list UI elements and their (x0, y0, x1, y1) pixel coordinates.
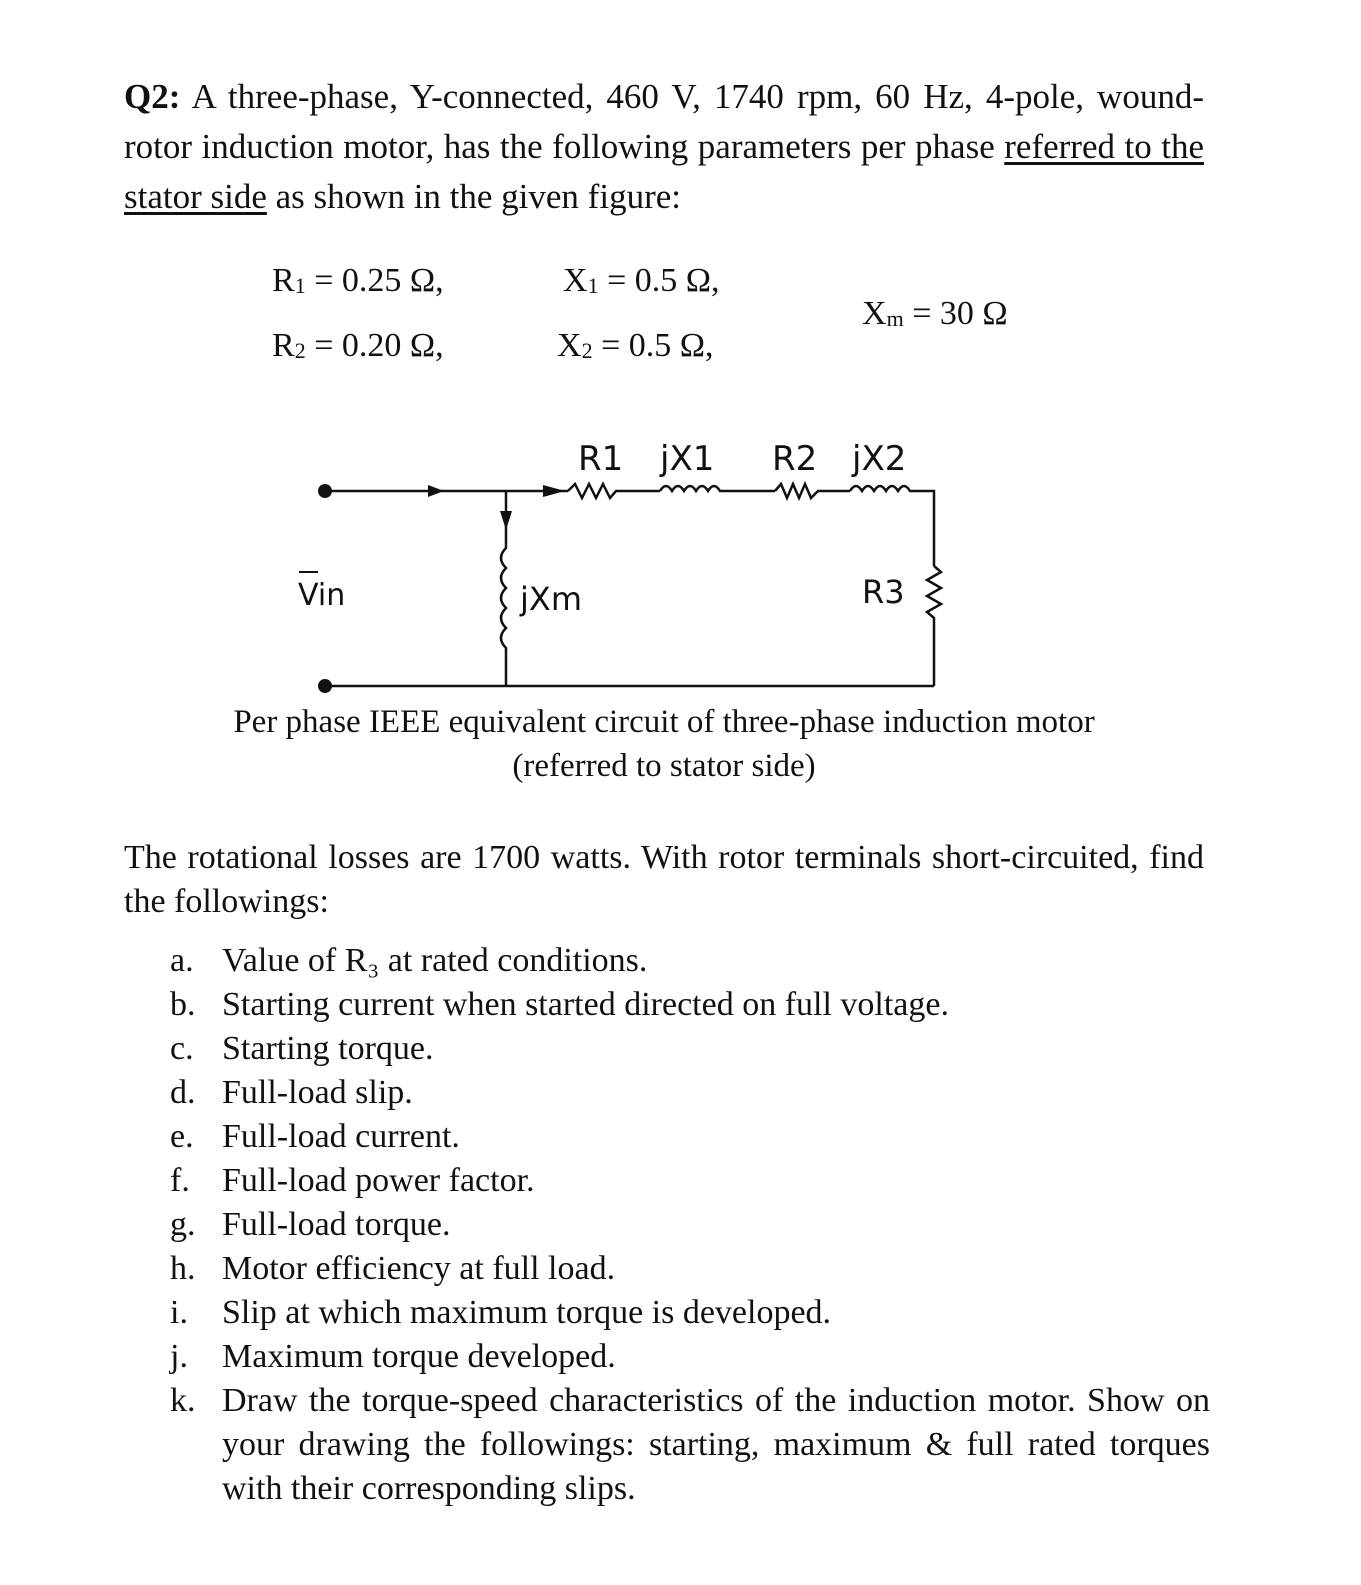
item-text: Slip at which maximum torque is developed. (222, 1294, 832, 1331)
param-xm: $X_m = 30$ Ω (862, 295, 1008, 332)
list-item (170, 1115, 1210, 1159)
input-terminal-top (318, 484, 332, 498)
list-item (170, 1247, 1210, 1291)
rotational-losses-paragraph: The rotational losses are 1700 watts. With rotor terminals short-circuited, find the followings: (124, 839, 1204, 920)
item-text: Value of R₃ at rated conditions. (222, 942, 648, 979)
svg-text:R1: R1 (578, 439, 624, 479)
x1-inductor (660, 486, 775, 491)
list-item (170, 1291, 1210, 1335)
item-letter: f. (170, 1162, 190, 1199)
input-terminal-bottom (318, 679, 332, 693)
svg-text:R2: R2 (772, 439, 818, 479)
list-item (170, 1027, 1210, 1071)
item-letter: g. (170, 1206, 196, 1243)
r1-resistor (568, 484, 660, 498)
item-letter: c. (170, 1030, 194, 1067)
item-letter: b. (170, 986, 196, 1023)
list-item (170, 1159, 1210, 1203)
param-r2: $R_2 = 0.20$ Ω, (272, 327, 444, 364)
item-letter: k. (170, 1382, 196, 1419)
item-text: Full-load power factor. (222, 1162, 535, 1199)
item-letter: j. (170, 1338, 188, 1375)
param-x2: $X_2 = 0.5$ Ω, (557, 327, 714, 364)
param-r1: $R_1 = 0.25$ Ω, (272, 262, 444, 299)
list-item (170, 939, 1210, 983)
svg-text:jX2: jX2 (852, 439, 907, 479)
list-item (170, 1203, 1210, 1247)
item-letter: h. (170, 1250, 196, 1287)
equivalent-circuit (0, 0, 1361, 720)
x2-inductor (850, 486, 934, 566)
r3-resistor (927, 566, 941, 686)
list-item (170, 1379, 1210, 1511)
item-letter: e. (170, 1118, 194, 1155)
item-letter: d. (170, 1074, 196, 1111)
list-item (170, 1335, 1210, 1379)
item-text: Maximum torque developed. (222, 1338, 616, 1375)
svg-text:R3: R3 (862, 573, 905, 611)
question-items (170, 939, 1210, 1511)
item-text: Starting current when started directed on full voltage. (222, 986, 949, 1023)
item-text: Full-load current. (222, 1118, 460, 1155)
item-text: Full-load slip. (222, 1074, 413, 1111)
list-item (170, 983, 1210, 1027)
item-text: Motor efficiency at full load. (222, 1250, 616, 1287)
svg-text:Vin: Vin (298, 578, 346, 613)
current-arrow-icon (428, 485, 444, 497)
r2-resistor (775, 484, 850, 498)
list-item (170, 1071, 1210, 1115)
question-label: Q2: (124, 77, 181, 116)
current-arrow-icon (500, 511, 512, 530)
item-text: Full-load torque. (222, 1206, 451, 1243)
question-intro: Q2: A three-phase, Y-connected, 460 V, 1740 rpm, 60 Hz, 4-pole, wound-rotor induction motor, has the following parameters per phase referred to the stator side as shown in the given figure: (124, 77, 1204, 216)
svg-text:jX1: jX1 (660, 439, 715, 479)
current-arrow-icon (543, 485, 565, 497)
param-x1: $X_1 = 0.5$ Ω, (563, 262, 720, 299)
underlined-phrase: referred to the stator side (124, 127, 1204, 216)
item-letter: a. (170, 942, 194, 979)
figure-caption: Per phase IEEE equivalent circuit of three-phase induction motor (referred to stator side) (233, 704, 1095, 784)
item-letter: i. (170, 1294, 188, 1331)
svg-text:jXm: jXm (520, 580, 582, 618)
item-text: Starting torque. (222, 1030, 434, 1067)
item-text: Draw the torque-speed characteristics of the induction motor. Show on your drawing the followings: starting, maximum & full rated torques with their corresponding slips. (222, 1382, 1210, 1507)
